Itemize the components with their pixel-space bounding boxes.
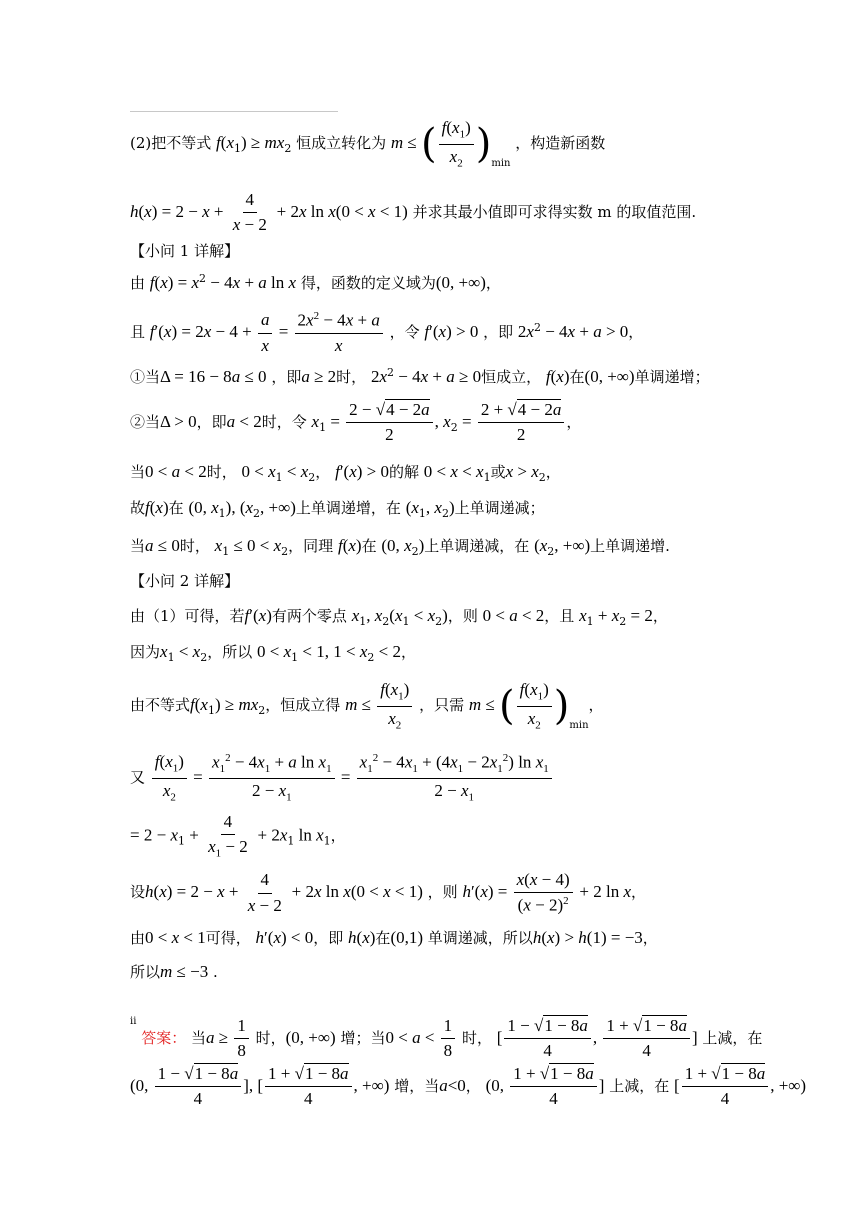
answer-label: 答案：: [141, 1028, 187, 1047]
footnote-line-1: $^{ii}$ 答案： 当a ≥ $\frac{1}{8}$ 时，(0, +∞) 增；当0 < a < $\frac{1}{8}$ 时， [ $\frac{1 - √1 - 8a}{4}$ , $\frac{1 + √1 - 8a}{4}$ ] 上减，在: [130, 1016, 763, 1061]
footnote-line-2: (0, $\frac{1 - √1 - 8a}{4}$ ], [ $\frac{1 + √1 - 8a}{4}$ , +∞) 增，当a<0， (0, $\frac{1 + √1 - 8a}{4}$ ] 上减，在 [ $\frac{1 + √1 - 8a}{4}$ , +∞): [130, 1064, 807, 1109]
q3: 由不等式$f(x_1) \ge mx_2$，恒成立得 m ≤ $\frac{f(x_1)}{x_2}$ ，只需 m ≤ ( $\frac{f(x_1)}{x_2}$ )$_{min}$，: [130, 680, 604, 732]
p1: 由 $f(x) = x^2 - 4x + a$ ln x 得，函数的定义域为(0, +∞)，: [130, 272, 501, 292]
p4: ②当Δ > 0，即a < 2时，令 $x_1$ = $\frac{2 - √4 - 2a}{2}$ , $x_2$ = $\frac{2 + √4 - 2a}{2}$ ，: [130, 400, 582, 445]
q5: = $2 - x_1$ + $\frac{4}{x_1 - 2}$ + $2x_1$ $\ln x_1$，: [130, 812, 346, 860]
q7: 由0 < x < 1可得， h′(x) < 0，即 h(x)在(0,1) 单调递减，所以h(x) > h(1) = −3，: [130, 928, 658, 947]
p7: 当a ≤ 0时， $x_1 \le 0 < x_2$，同理 f(x)在 (0, $x_2$)上单调递减，在 ($x_2$, +∞)上单调递增.: [130, 536, 670, 558]
p6: 故f(x)在 (0, $x_1$), ($x_2$, +∞)上单调递增，在 ($x_1$, $x_2$)上单调递减；: [130, 498, 545, 520]
q1: 由（1）可得，若f′(x)有两个零点 $x_1$, $x_2(x_1 < x_2)$，则 0 < a < 2，且 $x_1 + x_2 = 2$，: [130, 606, 668, 628]
q8: 所以m ≤ −3 .: [130, 962, 218, 981]
p3: ①当Δ = 16 − 8a ≤ 0 ，即a ≥ 2时， $2x^2 - 4x + a \ge 0$恒成立， f(x)在(0, +∞)单调递增；: [130, 366, 710, 386]
hint-line-2: h(x) = 2 − x + $\frac{4}{x - 2}$ + 2x ln x(0 < x < 1) 并求其最小值即可求得实数 m 的取值范围.: [130, 190, 697, 235]
p2: 且 f′(x) = 2x − 4 + $\frac{a}{x}$ = $\frac{2x^2 - 4x + a}{x}$ ，令 f′(x) > 0 ，即 $2x^2 - 4x + a > 0$，: [130, 310, 644, 356]
q2: 因为$x_1 < x_2$，所以 $0 < x_1 < 1$, $1 < x_2 < 2$，: [130, 642, 416, 664]
separator-rule: [130, 111, 338, 112]
hint-line-1: (2)把不等式 $f(x_1) \ge mx_2$ 恒成立转化为 m ≤ ( $\frac{f(x_1)}{x_2}$ )$_{min}$ ，构造新函数: [130, 118, 606, 170]
q6: 设h(x) = 2 − x + $\frac{4}{x - 2}$ + 2x ln x(0 < x < 1) ，则 h′(x) = $\frac{x(x - 4)}{(x - 2)^2}$ + 2 ln x，: [130, 870, 647, 916]
heading-part1: 【小问 1 详解】: [130, 242, 240, 260]
heading-part2: 【小问 2 详解】: [130, 572, 240, 590]
p5: 当0 < a < 2时， $0 < x_1 < x_2$， f′(x) > 0的解 $0 < x < x_1$或$x > x_2$，: [130, 462, 561, 484]
q4: 又 $\frac{f(x_1)}{x_2}$ = $\frac{x_1^2 - 4x_1 + a \ln x_1}{2 - x_1}$ = $\frac{x_1^2 - 4x_1 + (4x_1 - 2x_1^2) \ln x_1}{2 - x_1}$: [130, 752, 554, 805]
